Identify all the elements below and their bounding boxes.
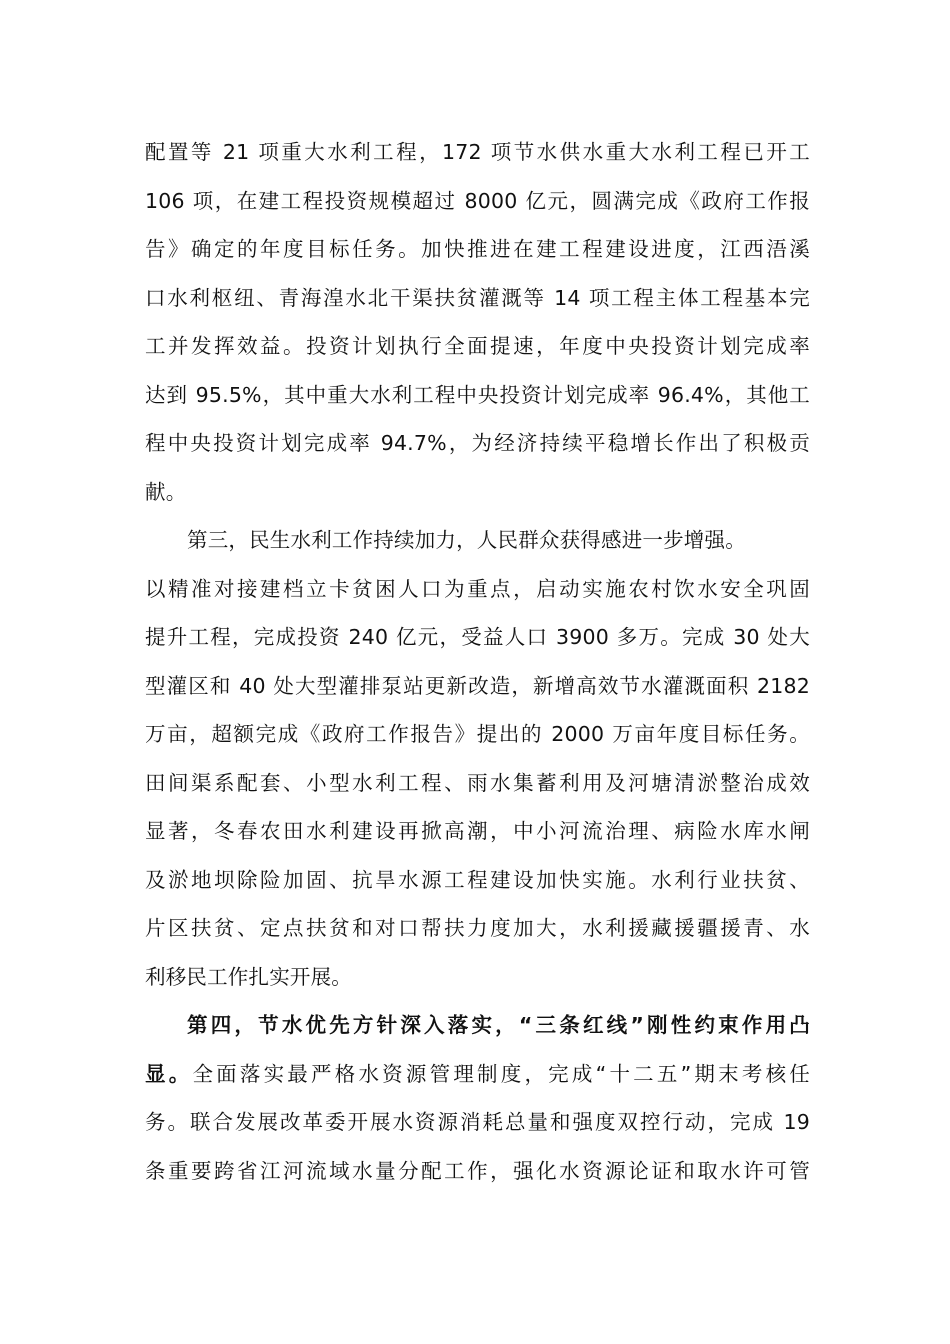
text-line: 配置等 21 项重大水利工程，172 项节水供水重大水利工程已开工	[145, 140, 810, 164]
text-line: 以精准对接建档立卡贫困人口为重点，启动实施农村饮水安全巩固	[145, 576, 810, 601]
paragraph-livelihood	[145, 516, 810, 1001]
text-line: 片区扶贫、定点扶贫和对口帮扶力度加大，水利援藏援疆援青、水	[145, 916, 810, 940]
text-line: 口水利枢纽、青海湟水北干渠扶贫灌溉等 14 项工程主体工程基本完	[145, 285, 810, 310]
text-line: 条重要跨省江河流域水量分配工作，强化水资源论证和取水许可管	[145, 1158, 810, 1183]
text-line: 田间渠系配套、小型水利工程、雨水集蓄利用及河塘清淤整治成效	[145, 770, 810, 795]
text-line: 达到 95.5%，其中重大水利工程中央投资计划完成率 96.4%，其他工	[145, 382, 810, 407]
paragraph-water-saving	[145, 1001, 810, 1195]
paragraph-investment	[145, 128, 810, 516]
heading-tail: 显。	[145, 1061, 193, 1086]
text-line: 利移民工作扎实开展。	[145, 964, 352, 989]
text-segment: 全面落实最严格水资源管理制度，完成“十二五”期末考核任	[192, 1061, 810, 1086]
text-line: 程中央投资计划完成率 94.7%，为经济持续平稳增长作出了积极贡	[145, 431, 810, 455]
text-line: 献。	[145, 479, 187, 504]
paragraph-heading: 第三，民生水利工作持续加力，人民群众获得感进一步增强。	[187, 528, 746, 552]
document-body	[145, 128, 810, 1195]
text-line: 工并发挥效益。投资计划执行全面提速，年度中央投资计划完成率	[145, 334, 810, 358]
text-line: 106 项，在建工程投资规模超过 8000 亿元，圆满完成《政府工作报	[145, 188, 810, 213]
text-line: 及淤地坝除险加固、抗旱水源工程建设加快实施。水利行业扶贫、	[145, 867, 810, 892]
text-line: 万亩，超额完成《政府工作报告》提出的 2000 万亩年度目标任务。	[145, 722, 810, 746]
paragraph-heading: 第四，节水优先方针深入落实，“三条红线”刚性约束作用凸	[187, 1013, 810, 1037]
text-line: 显著，冬春农田水利建设再掀高潮，中小河流治理、病险水库水闸	[145, 819, 810, 843]
text-line: 务。联合发展改革委开展水资源消耗总量和强度双控行动，完成 19	[145, 1110, 810, 1134]
text-line: 型灌区和 40 处大型灌排泵站更新改造，新增高效节水灌溉面积 2182	[145, 673, 810, 698]
text-line: 提升工程，完成投资 240 亿元，受益人口 3900 多万。完成 30 处大	[145, 625, 810, 649]
text-line: 告》确定的年度目标任务。加快推进在建工程建设进度，江西浯溪	[145, 237, 810, 261]
text-line-mixed	[145, 1050, 810, 1099]
